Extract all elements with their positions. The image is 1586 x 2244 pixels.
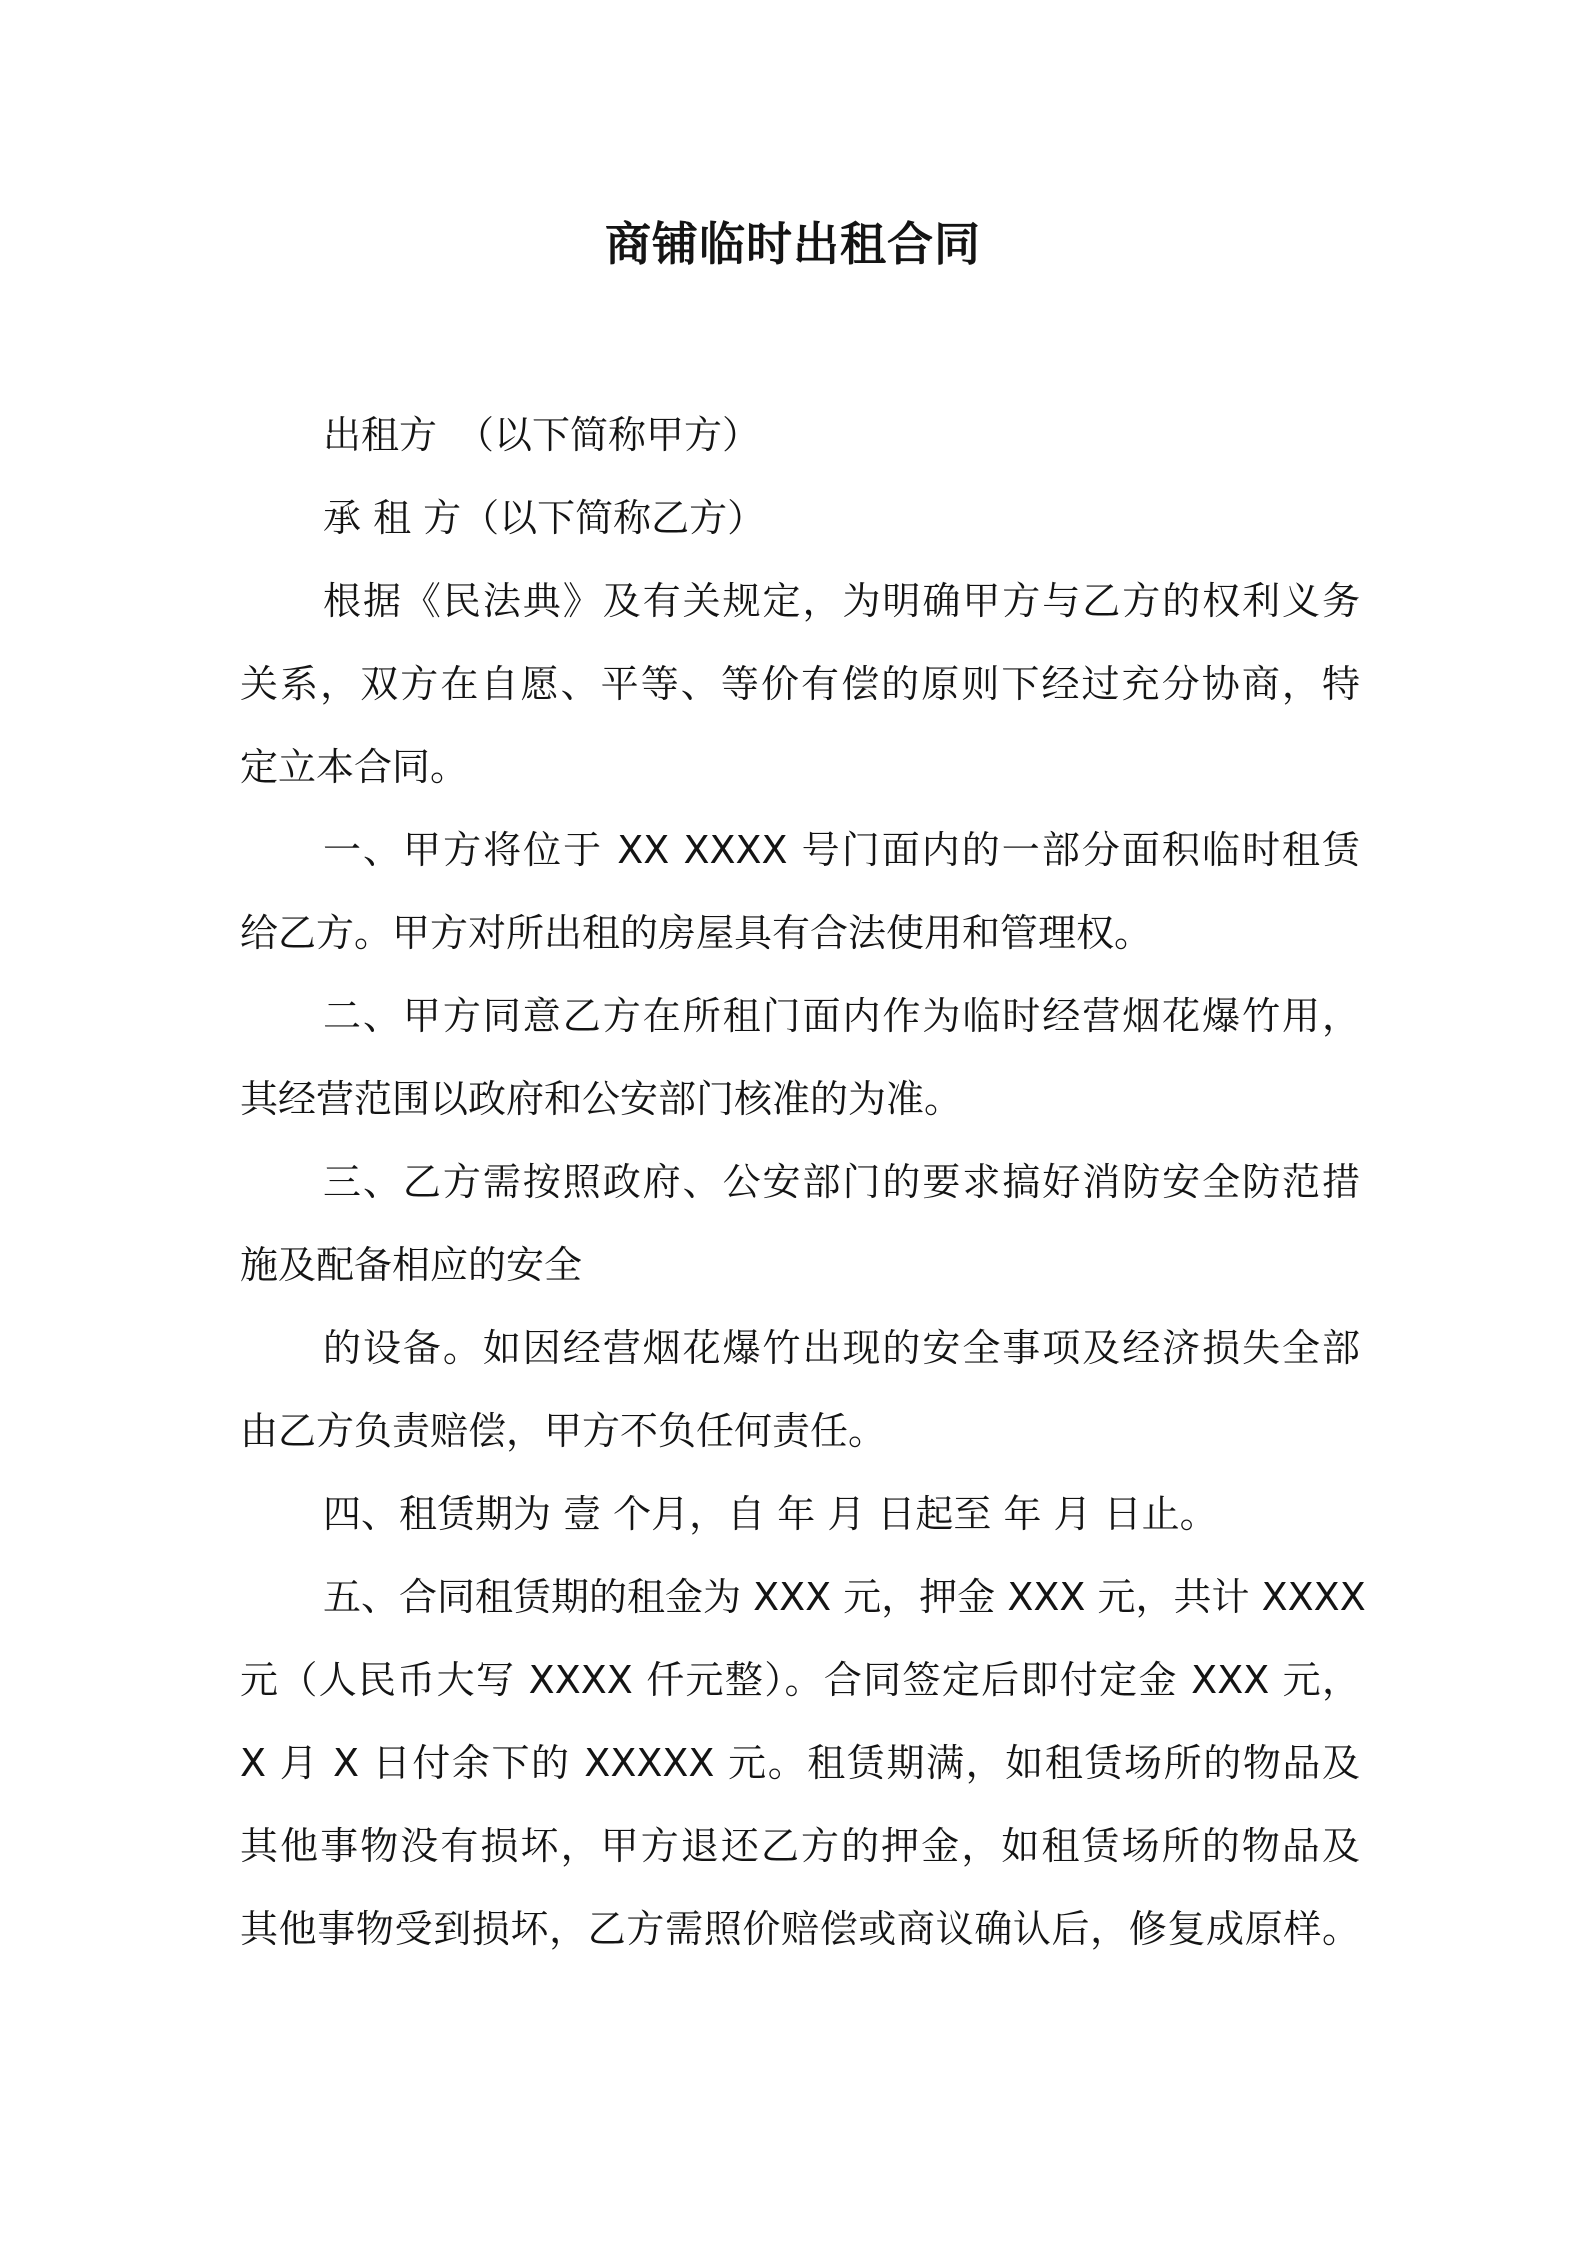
preamble-line-1: 根据《民法典》及有关规定，为明确甲方与乙方的权利义务 xyxy=(323,579,1360,623)
preamble-line-3: 定立本合同。 xyxy=(240,745,469,789)
clause-3-line-2: 施及配备相应的安全 xyxy=(240,1243,583,1287)
clause-1-line-1: 一、甲方将位于 XX XXXX 号门面内的一部分面积临时租赁 xyxy=(323,828,1360,872)
clause-2-line-2: 其经营范围以政府和公安部门核准的为准。 xyxy=(240,1077,963,1121)
clause-5-line-3: X 月 X 日付余下的 XXXXX 元。租赁期满，如租赁场所的物品及 xyxy=(240,1741,1360,1785)
clause-3-line-4: 由乙方负责赔偿，甲方不负任何责任。 xyxy=(240,1409,887,1453)
clause-3-line-1: 三、乙方需按照政府、公安部门的要求搞好消防安全防范措 xyxy=(323,1160,1360,1204)
preamble-line-2: 关系，双方在自愿、平等、等价有偿的原则下经过充分协商，特 xyxy=(240,662,1360,706)
clause-1-line-2: 给乙方。甲方对所出租的房屋具有合法使用和管理权。 xyxy=(240,911,1153,955)
lessor-line: 出租方 （以下简称甲方） xyxy=(323,413,761,457)
clause-5-line-2: 元（人民币大写 XXXX 仟元整）。合同签定后即付定金 XXX 元， xyxy=(240,1658,1360,1702)
clause-5-line-5: 其他事物受到损坏，乙方需照价赔偿或商议确认后，修复成原样。 xyxy=(240,1907,1360,1951)
lessee-line: 承 租 方（以下简称乙方） xyxy=(323,496,766,540)
clause-4-line-1: 四、租赁期为 壹 个月，自 年 月 日起至 年 月 日止。 xyxy=(323,1492,1218,1536)
contract-title: 商铺临时出租合同 xyxy=(605,217,981,271)
clause-3-line-3: 的设备。如因经营烟花爆竹出现的安全事项及经济损失全部 xyxy=(323,1326,1360,1370)
clause-5-line-4: 其他事物没有损坏，甲方退还乙方的押金，如租赁场所的物品及 xyxy=(240,1824,1360,1868)
clause-5-line-1: 五、合同租赁期的租金为 XXX 元，押金 XXX 元，共计 XXXX xyxy=(323,1575,1366,1619)
clause-2-line-1: 二、甲方同意乙方在所租门面内作为临时经营烟花爆竹用， xyxy=(323,994,1360,1038)
